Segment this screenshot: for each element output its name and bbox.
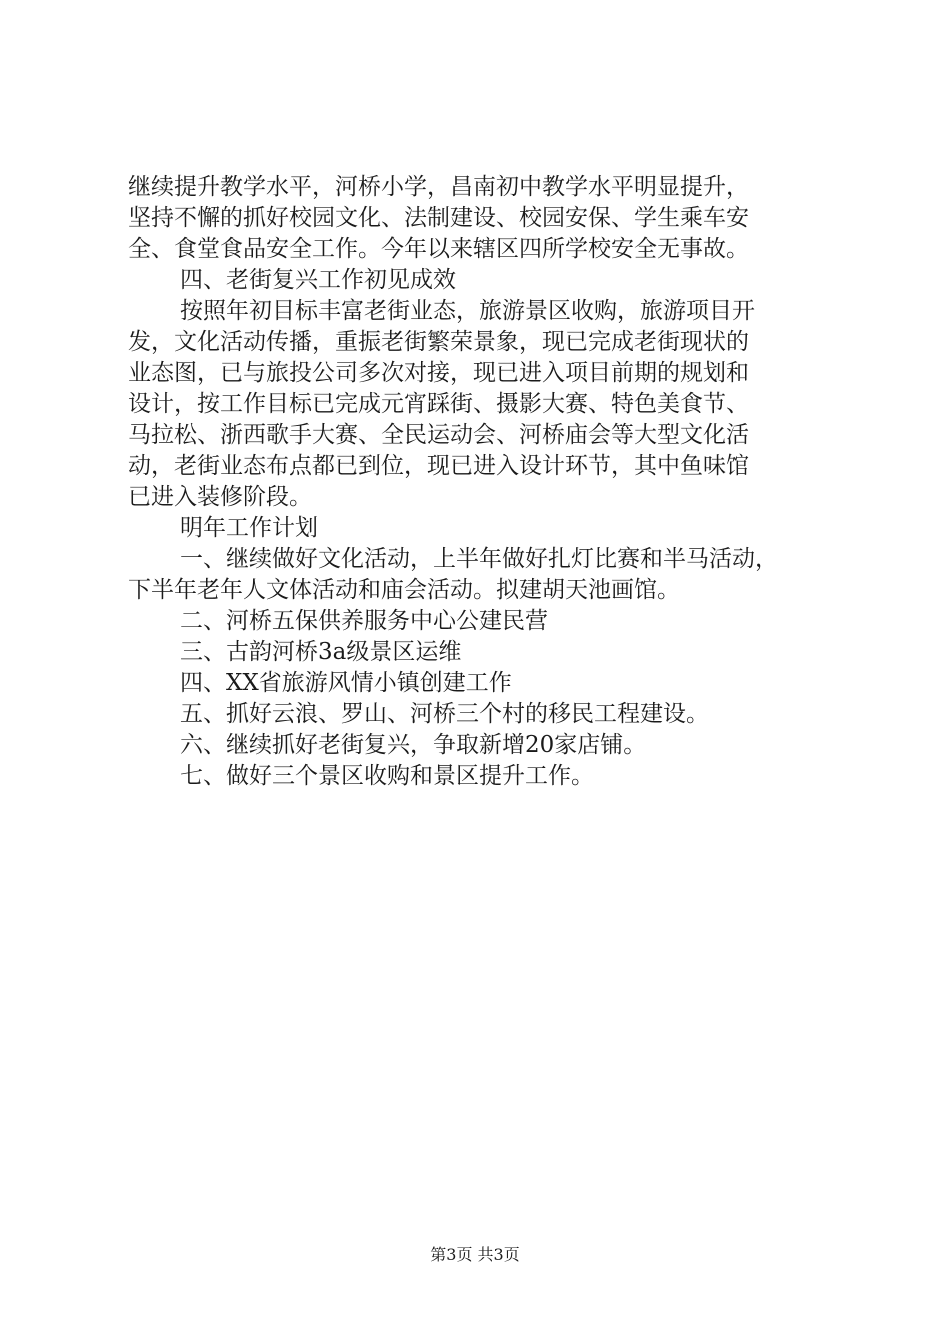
- text-line: 业态图，已与旅投公司多次对接，现已进入项目前期的规划和: [128, 360, 749, 386]
- text-line: 按照年初目标丰富老街业态，旅游景区收购，旅游项目开: [180, 298, 755, 324]
- text-line: 设计，按工作目标已完成元宵踩街、摄影大赛、特色美食节、: [128, 391, 749, 417]
- page-number-footer: 第3页 共3页: [430, 1245, 520, 1264]
- text-line: 全、食堂食品安全工作。今年以来辖区四所学校安全无事故。: [128, 236, 749, 262]
- list-item: 七、做好三个景区收购和景区提升工作。: [180, 763, 594, 789]
- list-item: 四、XX省旅游风情小镇创建工作: [180, 670, 512, 696]
- text-line: 下半年老年人文体活动和庙会活动。拟建胡天池画馆。: [128, 577, 680, 603]
- text-line: 已进入装修阶段。: [128, 484, 312, 510]
- text-line: 坚持不懈的抓好校园文化、法制建设、校园安保、学生乘车安: [128, 205, 749, 231]
- list-item: 六、继续抓好老街复兴，争取新增20家店铺。: [180, 732, 647, 758]
- section-heading: 明年工作计划: [180, 515, 318, 541]
- section-heading: 四、老街复兴工作初见成效: [180, 267, 456, 293]
- list-item: 一、继续做好文化活动，上半年做好扎灯比赛和半马活动，: [180, 546, 778, 572]
- text-line: 继续提升教学水平，河桥小学，昌南初中教学水平明显提升，: [128, 174, 749, 200]
- list-item: 三、古韵河桥3a级景区运维: [180, 639, 462, 665]
- text-line: 发，文化活动传播，重振老街繁荣景象，现已完成老街现状的: [128, 329, 749, 355]
- text-line: 马拉松、浙西歌手大赛、全民运动会、河桥庙会等大型文化活: [128, 422, 749, 448]
- list-item: 二、河桥五保供养服务中心公建民营: [180, 608, 548, 634]
- list-item: 五、抓好云浪、罗山、河桥三个村的移民工程建设。: [180, 701, 709, 727]
- text-line: 动，老街业态布点都已到位，现已进入设计环节，其中鱼味馆: [128, 453, 749, 479]
- document-body: [128, 172, 836, 792]
